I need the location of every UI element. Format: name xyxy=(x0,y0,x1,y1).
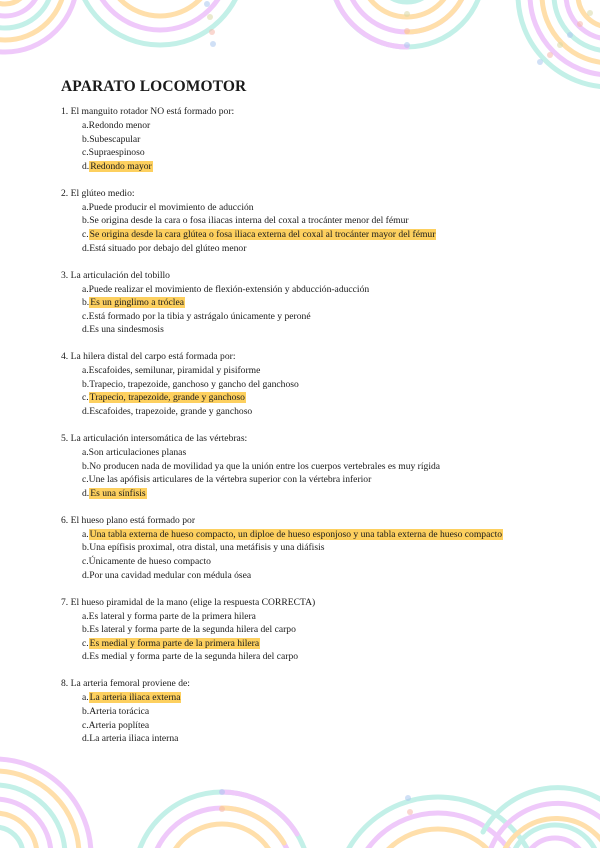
arc-cluster-top-right xyxy=(518,0,600,87)
question-6 xyxy=(61,514,541,582)
option-text: Está situado por debajo del glúteo menor xyxy=(89,242,247,254)
option-letter: b. xyxy=(82,215,90,227)
option-text: Puede realizar el movimiento de flexión-extensión y abducción-aducción xyxy=(88,283,370,295)
option-letter: b. xyxy=(82,297,90,309)
option-b-correct xyxy=(61,296,541,310)
question-number: 3. xyxy=(61,269,69,281)
highlighted-answer: Es medial y forma parte de la primera hilera xyxy=(89,637,260,649)
option-text: Supraespinoso xyxy=(88,147,145,159)
option-letter: c. xyxy=(82,474,89,486)
option-b xyxy=(61,214,541,228)
option-a xyxy=(61,119,541,133)
question-list xyxy=(61,105,541,746)
option-a-correct xyxy=(61,528,541,542)
option-letter: d. xyxy=(82,487,90,499)
option-letter: d. xyxy=(82,569,90,581)
option-a xyxy=(61,201,541,215)
option-c xyxy=(61,719,541,733)
highlighted-answer: Redondo mayor xyxy=(90,160,152,172)
option-c-correct xyxy=(61,637,541,651)
option-b xyxy=(61,541,541,555)
question-text: La articulación del tobillo xyxy=(70,269,170,281)
highlighted-answer: La arteria iliaca externa xyxy=(89,692,181,704)
option-d xyxy=(61,732,541,746)
option-text: Es lateral y forma parte de la primera hilera xyxy=(88,610,256,622)
option-text: Una epífisis proximal, otra distal, una metáfisis y una diáfisis xyxy=(89,542,325,554)
option-letter: a. xyxy=(82,120,89,131)
option-letter: a. xyxy=(82,692,89,704)
question-7 xyxy=(61,596,541,664)
highlighted-answer: Una tabla externa de hueso compacto, un diploe de hueso esponjoso y una tabla externa de hueso compacto xyxy=(89,528,503,540)
option-text: Trapecio, trapezoide, ganchoso y gancho del ganchoso xyxy=(89,378,299,390)
question-number: 8. xyxy=(61,678,69,690)
option-a xyxy=(61,364,541,378)
option-d xyxy=(61,569,541,583)
option-a xyxy=(61,283,541,297)
option-letter: a. xyxy=(82,447,89,459)
question-number: 6. xyxy=(61,514,69,526)
option-letter: b. xyxy=(82,624,90,636)
option-text: Es lateral y forma parte de la segunda hilera del carpo xyxy=(89,624,296,636)
option-letter: d. xyxy=(82,651,90,663)
arc-cluster-bottom-center xyxy=(134,792,310,848)
question-text: El hueso plano está formado por xyxy=(70,514,196,526)
option-text: Está formado por la tibia y astrágalo únicamente y peroné xyxy=(88,310,311,322)
option-c xyxy=(61,146,541,160)
option-text: No producen nada de movilidad ya que la unión entre los cuerpos vertebrales es muy rígida xyxy=(89,460,441,472)
question-number: 5. xyxy=(61,433,69,445)
option-letter: b. xyxy=(82,378,90,390)
option-text: La arteria iliaca interna xyxy=(89,733,179,745)
option-text: Escafoides, semilunar, piramidal y pisiforme xyxy=(88,365,261,377)
question-text: La hilera distal del carpo está formada por: xyxy=(70,351,236,363)
option-c xyxy=(61,473,541,487)
option-letter: c. xyxy=(82,310,89,322)
question-2 xyxy=(61,187,541,255)
arc-cluster-bottom-left xyxy=(0,759,91,848)
option-c-correct xyxy=(61,391,541,405)
option-text: Únicamente de hueso compacto xyxy=(88,556,211,568)
option-b xyxy=(61,623,541,637)
option-a-correct xyxy=(61,691,541,705)
option-text: Son articulaciones planas xyxy=(88,447,187,459)
option-c-correct xyxy=(61,228,541,242)
option-letter: d. xyxy=(82,324,90,336)
option-letter: b. xyxy=(82,460,90,472)
question-number: 4. xyxy=(61,351,69,363)
question-text: El manguito rotador NO está formado por: xyxy=(70,106,235,117)
option-letter: b. xyxy=(82,542,90,554)
option-a xyxy=(61,610,541,624)
option-letter: d. xyxy=(82,160,90,172)
document-title: APARATO LOCOMOTOR xyxy=(61,78,247,95)
question-4 xyxy=(61,350,541,418)
arc-cluster-bottom-right xyxy=(483,788,600,848)
option-text: Escafoides, trapezoide, grande y ganchoso xyxy=(89,406,253,418)
option-text: Redondo menor xyxy=(88,120,151,131)
option-text: Por una cavidad medular con médula ósea xyxy=(89,569,252,581)
option-letter: a. xyxy=(82,201,89,213)
option-text: Subescapular xyxy=(89,133,141,145)
option-letter: a. xyxy=(82,528,89,540)
option-letter: a. xyxy=(82,283,89,295)
option-letter: d. xyxy=(82,242,90,254)
option-letter: d. xyxy=(82,406,90,418)
option-text: Se origina desde la cara o fosa iliacas interna del coxal a trocánter menor del fémur xyxy=(89,215,409,227)
option-b xyxy=(61,705,541,719)
question-number: 2. xyxy=(61,187,69,199)
option-letter: c. xyxy=(82,637,89,649)
option-letter: c. xyxy=(82,556,89,568)
option-text: Une las apófisis articulares de la vértebra superior con la vértebra inferior xyxy=(88,474,372,486)
option-d xyxy=(61,650,541,664)
option-letter: d. xyxy=(82,733,90,745)
question-3 xyxy=(61,269,541,337)
arc-cluster-top-left-center xyxy=(75,0,245,45)
option-letter: c. xyxy=(82,228,89,240)
option-b xyxy=(61,460,541,474)
option-letter: c. xyxy=(82,392,89,404)
option-a xyxy=(61,446,541,460)
arc-cluster-top-left xyxy=(0,0,77,52)
arc-cluster-top-center xyxy=(330,0,484,47)
question-number: 7. xyxy=(61,596,69,608)
option-text: Puede producir el movimiento de aducción xyxy=(88,201,254,213)
option-letter: b. xyxy=(82,705,90,717)
question-5 xyxy=(61,432,541,500)
option-d xyxy=(61,405,541,419)
option-b xyxy=(61,133,541,147)
arc-cluster-bottom-right-center xyxy=(335,797,541,848)
highlighted-answer: Se origina desde la cara glútea o fosa iliaca externa del coxal al trocánter mayor del fémur xyxy=(89,228,436,240)
option-d xyxy=(61,242,541,256)
option-letter: b. xyxy=(82,133,90,145)
question-number: 1. xyxy=(61,106,69,117)
option-text: Arteria poplítea xyxy=(88,719,150,731)
option-letter: a. xyxy=(82,610,89,622)
option-c xyxy=(61,555,541,569)
question-text: La articulación intersomática de las vértebras: xyxy=(70,433,248,445)
option-d xyxy=(61,323,541,337)
highlighted-answer: Trapecio, trapezoide, grande y ganchoso xyxy=(89,392,245,404)
document-page xyxy=(61,78,541,759)
question-text: El glúteo medio: xyxy=(70,187,135,199)
option-d-correct xyxy=(61,487,541,501)
highlighted-answer: Es una sínfisis xyxy=(90,487,146,499)
question-text: La arteria femoral proviene de: xyxy=(70,678,190,690)
option-letter: a. xyxy=(82,365,89,377)
option-letter: c. xyxy=(82,719,89,731)
option-text: Es medial y forma parte de la segunda hilera del carpo xyxy=(89,651,299,663)
option-d-correct xyxy=(61,160,541,174)
question-8 xyxy=(61,677,541,745)
option-text: Arteria torácica xyxy=(89,705,150,717)
option-text: Es una sindesmosis xyxy=(89,324,164,336)
option-c xyxy=(61,310,541,324)
question-text: El hueso piramidal de la mano (elige la respuesta CORRECTA) xyxy=(70,596,316,608)
option-letter: c. xyxy=(82,147,89,159)
option-b xyxy=(61,378,541,392)
question-1 xyxy=(61,105,541,173)
highlighted-answer: Es un ginglimo a tróclea xyxy=(90,297,184,309)
